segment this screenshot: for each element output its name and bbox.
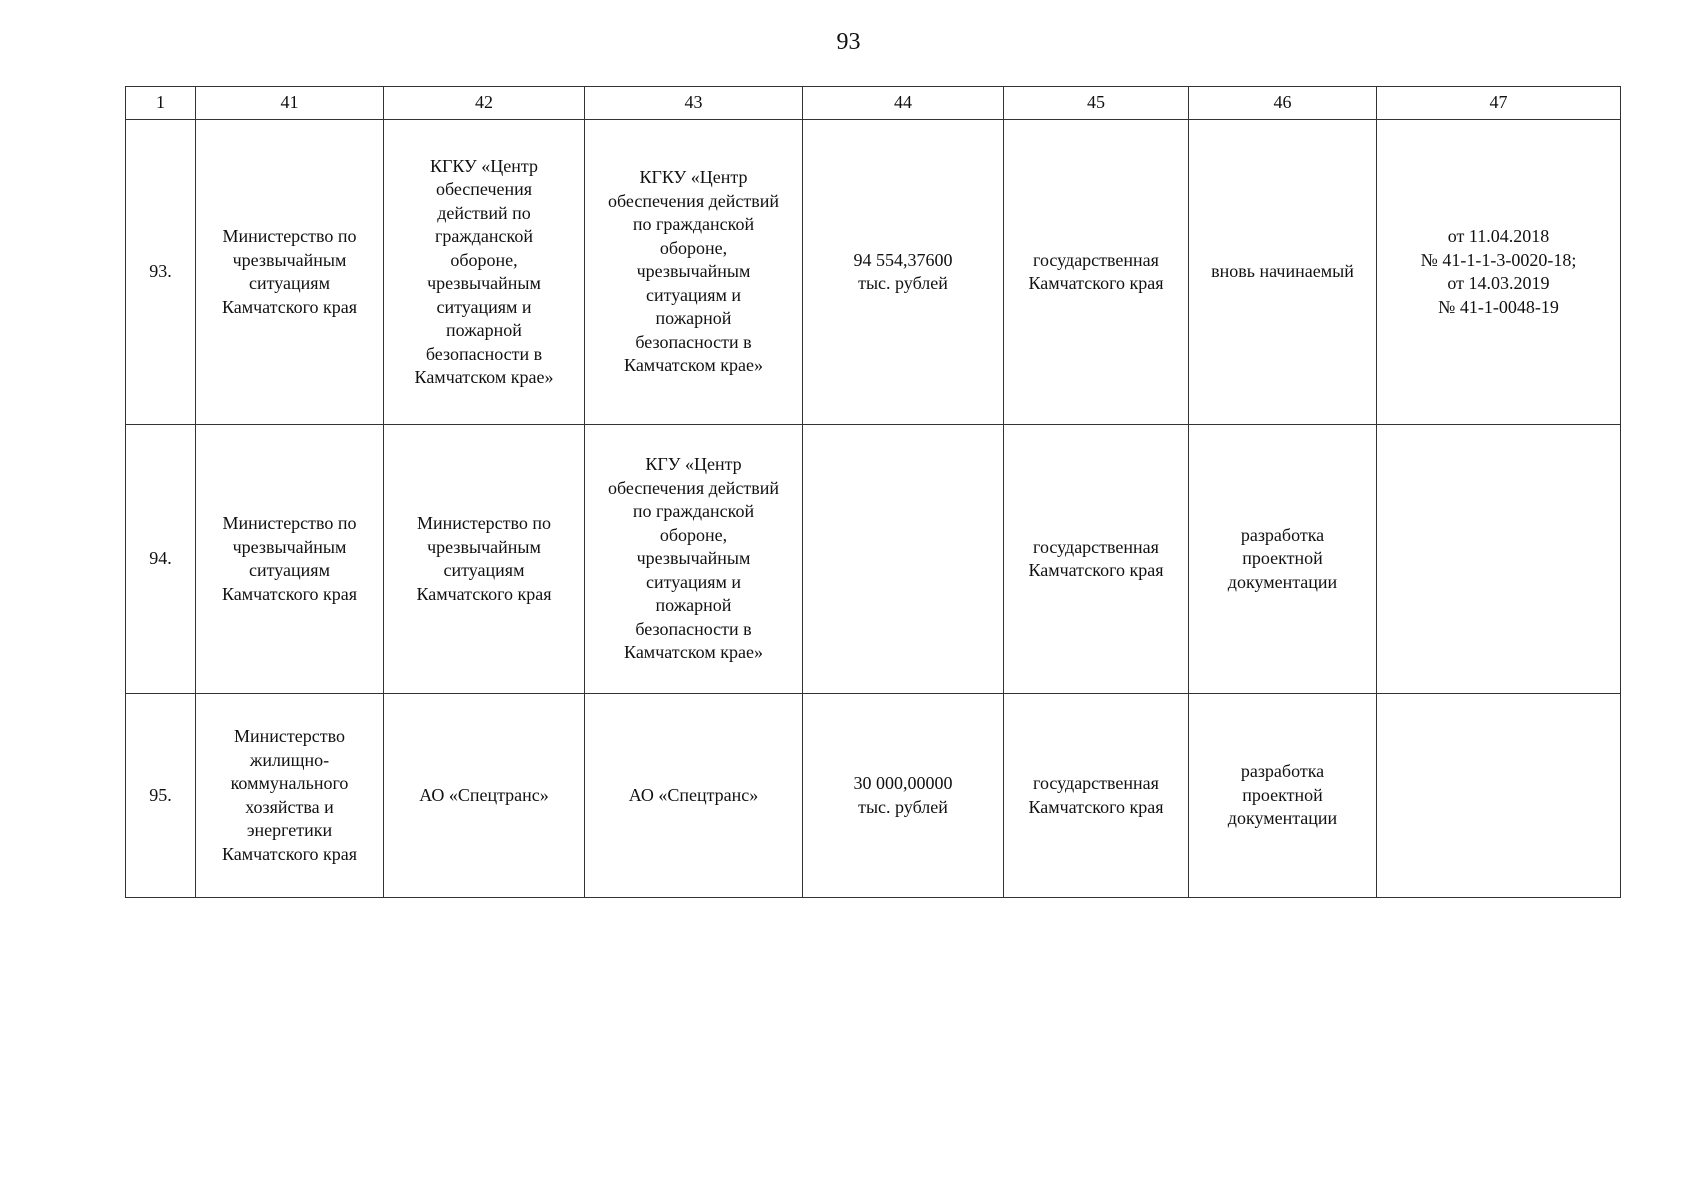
column-header: 42 [384, 87, 585, 120]
cell-text-line: ситуациям и [645, 571, 742, 592]
table-cell [126, 694, 196, 898]
cell-text-line: обеспечения [435, 179, 533, 199]
table-cell [384, 694, 585, 898]
cell-text-line: АО «Спецтранс» [628, 784, 759, 805]
cell-text-line: безопасности в [425, 343, 543, 364]
table-cell [1377, 694, 1621, 898]
cell-text-line: ситуациям и [436, 296, 532, 317]
cell-text-line: тыс. рублей [858, 796, 948, 817]
cell-text-line: действий по [437, 202, 531, 223]
cell-text-line: Камчатского края [1028, 273, 1164, 293]
cell-text-line: документации [1227, 571, 1338, 592]
cell-text-line: государственная [1033, 536, 1159, 557]
table-cell [384, 425, 585, 694]
table-cell [1377, 120, 1621, 425]
cell-text-line: Камчатском крае» [414, 367, 554, 387]
cell-text-line: хозяйства и [245, 796, 334, 817]
cell-text-line: тыс. рублей [858, 273, 948, 293]
cell-text-line: вновь начинаемый [1211, 261, 1354, 282]
cell-text-line: пожарной [655, 595, 732, 616]
table-row [126, 425, 1621, 694]
cell-text-line: АО «Спецтранс» [419, 784, 549, 805]
cell-text-line: Камчатском крае» [624, 642, 763, 663]
cell-text-line: пожарной [655, 308, 732, 329]
table-cell [126, 425, 196, 694]
table-cell [1189, 425, 1377, 694]
cell-text-line: КГКУ «Центр [639, 167, 748, 188]
cell-text-line: чрезвычайным [232, 249, 347, 270]
column-header: 47 [1377, 87, 1621, 120]
cell-text-line: коммунального [230, 773, 349, 793]
table-cell [1004, 425, 1189, 694]
cell-text-line: Министерство [234, 726, 345, 746]
table-cell [196, 425, 384, 694]
table-cell [585, 694, 803, 898]
cell-text-line: безопасности в [635, 618, 752, 639]
cell-text-line: разработка [1240, 524, 1325, 545]
cell-text-line: документации [1227, 808, 1338, 829]
column-header: 46 [1189, 87, 1377, 120]
table-cell [585, 425, 803, 694]
table-cell [1004, 120, 1189, 425]
cell-text-line: 93. [149, 261, 172, 282]
cell-text-line: пожарной [446, 320, 522, 340]
cell-text-line: Министерство по [416, 513, 552, 533]
table-cell [803, 425, 1004, 694]
table-row [126, 120, 1621, 425]
table-cell [384, 120, 585, 425]
table-cell [803, 120, 1004, 425]
cell-text-line: разработка [1240, 761, 1325, 782]
cell-text-line: проектной [1242, 784, 1323, 805]
table-cell [196, 694, 384, 898]
cell-text-line: ситуациям [249, 560, 330, 580]
table-row [126, 694, 1621, 898]
cell-text-line: № 41-1-1-3-0020-18; [1420, 249, 1577, 270]
cell-text-line: по гражданской [632, 501, 755, 522]
cell-text-line: ситуациям [249, 273, 330, 293]
column-header: 43 [585, 87, 803, 120]
cell-text-line: жилищно- [249, 749, 330, 770]
cell-text-line: Камчатского края [416, 583, 552, 604]
cell-text-line: 95. [149, 784, 172, 805]
table-cell [803, 694, 1004, 898]
cell-text-line: КГКУ «Центр [429, 155, 538, 176]
cell-text-line: чрезвычайным [636, 548, 751, 569]
cell-text-line: Министерство по [222, 513, 357, 533]
cell-text-line: Министерство по [222, 226, 357, 246]
table-cell [196, 120, 384, 425]
cell-text-line: проектной [1242, 548, 1323, 569]
cell-text-line: обеспечения действий [607, 190, 779, 211]
column-header: 45 [1004, 87, 1189, 120]
cell-text-line: государственная [1033, 773, 1159, 793]
cell-text-line: обороне, [659, 237, 728, 258]
table-cell [1189, 120, 1377, 425]
cell-text-line: Камчатского края [1028, 796, 1164, 817]
cell-text-line: обороне, [450, 249, 518, 270]
cell-text-line: 94. [149, 548, 172, 569]
cell-text-line: обеспечения действий [607, 477, 779, 498]
cell-text-line: Камчатского края [221, 843, 358, 864]
cell-text-line: чрезвычайным [232, 536, 347, 557]
cell-text-line: чрезвычайным [427, 536, 541, 557]
column-header: 41 [196, 87, 384, 120]
cell-text-line: КГУ «Центр [645, 454, 742, 475]
cell-text-line: Камчатского края [221, 296, 358, 317]
cell-text-line: Камчатского края [221, 583, 358, 604]
cell-text-line: гражданской [434, 226, 534, 246]
cell-text-line: по гражданской [632, 214, 755, 235]
table-header-row [126, 87, 1621, 120]
table-cell [585, 120, 803, 425]
table-cell [1004, 694, 1189, 898]
cell-text-line: ситуациям и [645, 284, 742, 305]
cell-text-line: Камчатском крае» [624, 355, 763, 376]
data-table [125, 86, 1621, 898]
cell-text-line: безопасности в [635, 331, 752, 352]
cell-text-line: от 11.04.2018 [1447, 226, 1550, 246]
table-cell [1377, 425, 1621, 694]
cell-text-line: от 14.03.2019 [1447, 273, 1550, 293]
cell-text-line: энергетики [246, 820, 333, 840]
cell-text-line: 30 000,00000 [853, 773, 953, 793]
cell-text-line: чрезвычайным [427, 273, 541, 293]
cell-text-line: Камчатского края [1028, 560, 1164, 580]
cell-text-line: чрезвычайным [636, 261, 751, 282]
column-header: 1 [126, 87, 196, 120]
column-header: 44 [803, 87, 1004, 120]
table-cell [1189, 694, 1377, 898]
cell-text-line: № 41-1-0048-19 [1438, 296, 1559, 317]
cell-text-line: 94 554,37600 [853, 249, 953, 270]
cell-text-line: ситуациям [443, 560, 525, 580]
page-number: 93 [836, 29, 861, 55]
table-cell [126, 120, 196, 425]
cell-text-line: государственная [1033, 249, 1159, 270]
cell-text-line: обороне, [659, 524, 728, 545]
